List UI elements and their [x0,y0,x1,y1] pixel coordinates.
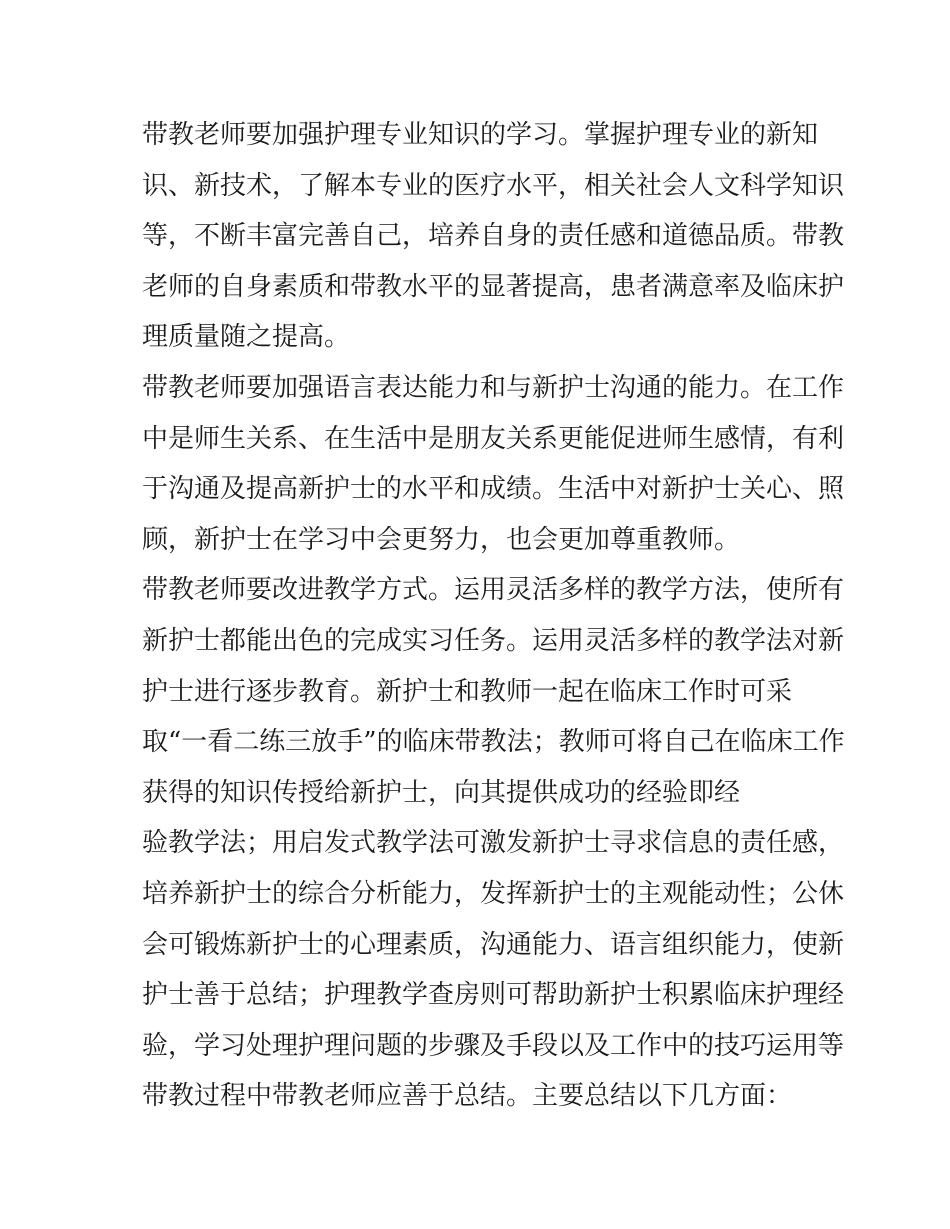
text-line: 新护士都能出色的完成实习任务。运用灵活多样的教学法对新 [142,625,845,656]
text-line: 护士进行逐步教育。新护士和教师一起在临床工作时可采 [142,676,793,707]
document-body [142,110,845,1122]
text-line: 带教老师要改进教学方式。运用灵活多样的教学方法，使所有 [142,575,845,606]
text-line: 带教过程中带教老师应善于总结。主要总结以下几方面： [142,1081,793,1112]
text-line: 中是师生关系、在生活中是朋友关系更能促进师生感情，有利 [142,423,845,454]
text-line: 验，学习处理护理问题的步骤及手段以及工作中的技巧运用等 [142,1030,845,1061]
text-line: 验教学法；用启发式教学法可激发新护士寻求信息的责任感， [142,828,845,859]
text-line: 获得的知识传授给新护士，向其提供成功的经验即经 [142,777,741,808]
text-line: 理质量随之提高。 [142,322,351,353]
text-line: 于沟通及提高新护士的水平和成绩。生活中对新护士关心、照 [142,474,845,505]
text-line: 带教老师要加强语言表达能力和与新护士沟通的能力。在工作 [142,372,845,403]
text-line: 护士善于总结；护理教学查房则可帮助新护士积累临床护理经 [142,980,845,1011]
text-line: 老师的自身素质和带教水平的显著提高，患者满意率及临床护 [142,271,845,302]
text-line: 识、新技术，了解本专业的医疗水平，相关社会人文科学知识 [142,170,845,201]
text-line: 等，不断丰富完善自己，培养自身的责任感和道德品质。带教 [142,221,845,252]
text-line: 培养新护士的综合分析能力，发挥新护士的主观能动性；公休 [142,878,845,909]
text-line: 顾，新护士在学习中会更努力，也会更加尊重教师。 [142,524,741,555]
text-line: 会可锻炼新护士的心理素质，沟通能力、语言组织能力，使新 [142,929,845,960]
text-line: 取“一看二练三放手”的临床带教法；教师可将自己在临床工作 [142,727,845,758]
text-line: 带教老师要加强护理专业知识的学习。掌握护理专业的新知 [142,120,819,150]
